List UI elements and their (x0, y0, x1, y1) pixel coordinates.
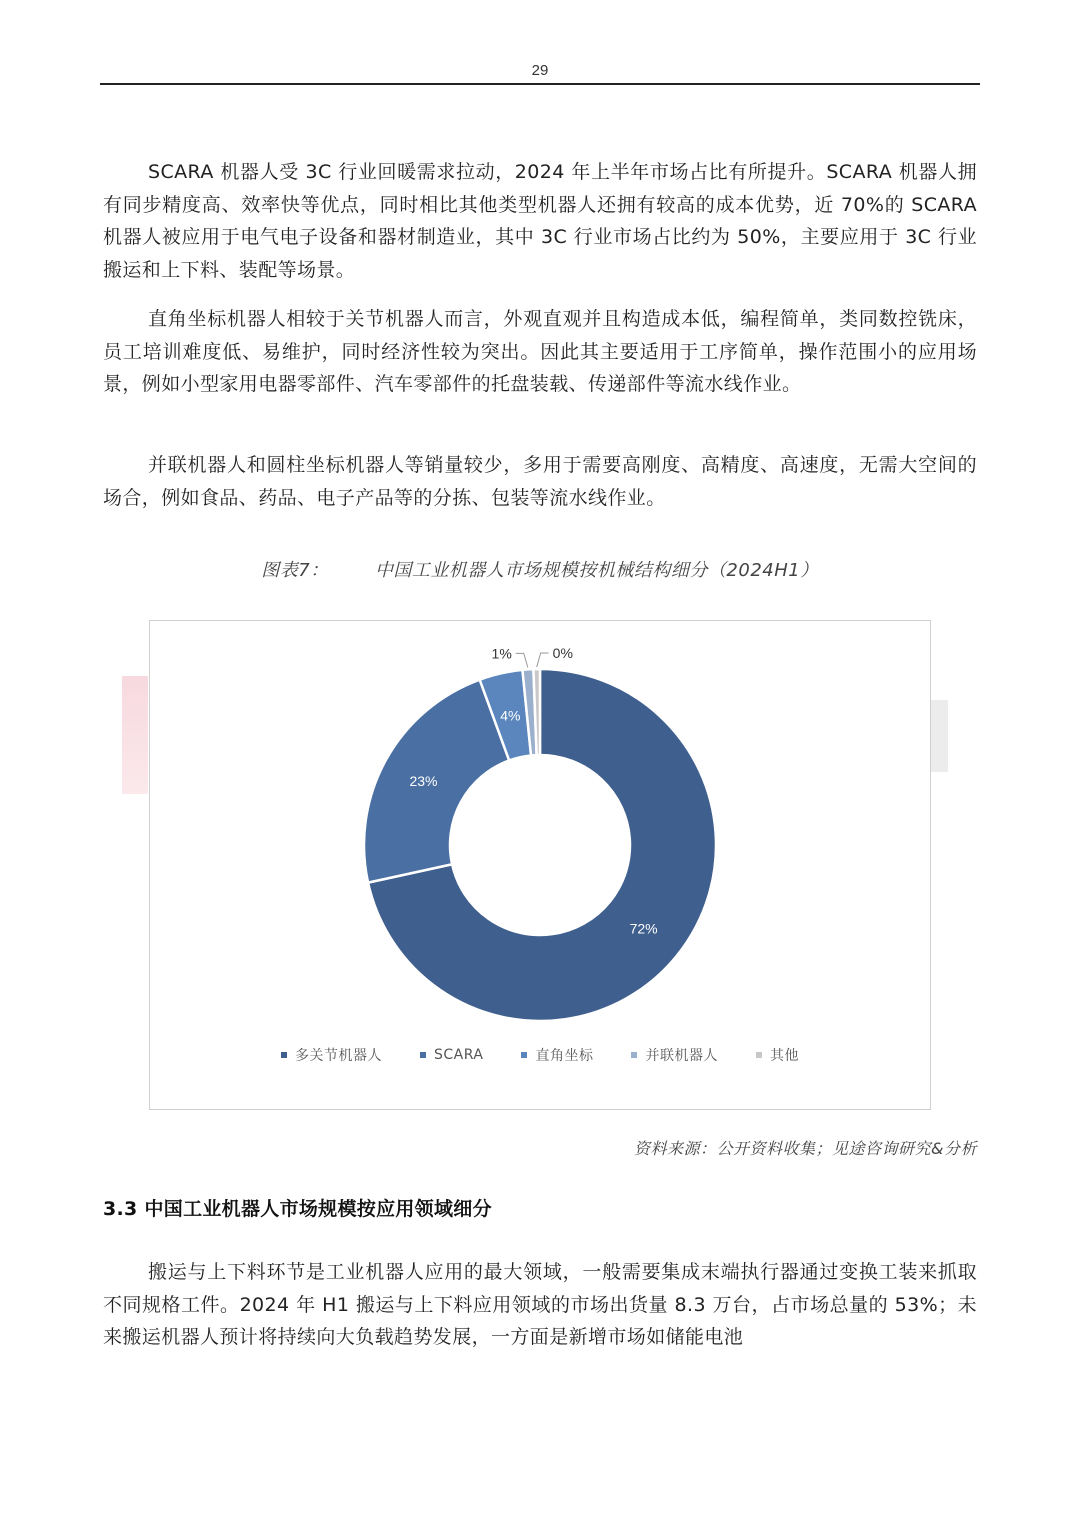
legend-label-2: 直角坐标 (535, 1048, 594, 1064)
donut-chart (150, 621, 930, 1041)
data-label-3: 1% (491, 645, 512, 662)
data-label-2: 4% (500, 707, 521, 724)
legend-label-4: 其他 (769, 1048, 799, 1064)
figure-caption (0, 556, 1080, 582)
legend-item-4 (756, 1045, 799, 1065)
legend-label-0: 多关节机器人 (295, 1048, 382, 1064)
figure-source: 资料来源：公开资料收集；见途咨询研究&分析 (634, 1139, 977, 1158)
paragraph-scara: SCARA 机器人受 3C 行业回暖需求拉动，2024 年上半年市场占比有所提升。SCARA 机器人拥有同步精度高、效率快等优点，同时相比其他类型机器人还拥有较高的成本优势，近 70%的 SCARA 机器人被应用于电气电子设备和器材制造业，其中 3C 行业市场占比约为 50%，主要应用于 3C 行业搬运和上下料、装配等场景。 (103, 161, 977, 281)
data-label-1: 23% (409, 772, 438, 789)
data-label-4: 0% (552, 645, 573, 662)
figure-label: 图表7： (261, 560, 329, 581)
legend-swatch-2 (521, 1052, 527, 1058)
legend-swatch-4 (756, 1052, 762, 1058)
chart-legend (150, 1045, 930, 1065)
paragraph-parallel: 并联机器人和圆柱坐标机器人等销量较少，多用于需要高刚度、高精度、高速度，无需大空间的场合，例如食品、药品、电子产品等的分拣、包装等流水线作业。 (103, 454, 977, 509)
watermark-left (122, 676, 148, 794)
header-rule (100, 83, 980, 85)
watermark-right (930, 700, 948, 772)
legend-item-1 (420, 1045, 483, 1065)
legend-item-2 (521, 1045, 593, 1065)
legend-swatch-3 (631, 1052, 637, 1058)
paragraph-cartesian: 直角坐标机器人相较于关节机器人而言，外观直观并且构造成本低，编程简单，类同数控铣床，员工培训难度低、易维护，同时经济性较为突出。因此其主要适用于工序简单，操作范围小的应用场景，例如小型家用电器零部件、汽车零部件的托盘装载、传递部件等流水线作业。 (103, 308, 977, 395)
paragraph-handling: 搬运与上下料环节是工业机器人应用的最大领域，一般需要集成末端执行器通过变换工装来抓取不同规格工件。2024 年 H1 搬运与上下料应用领域的市场出货量 8.3 万台，占市场总量的 53%；未来搬运机器人预计将持续向大负载趋势发展，一方面是新增市场如储能电池 (103, 1261, 977, 1348)
legend-swatch-0 (281, 1052, 287, 1058)
chart-frame (149, 620, 931, 1110)
section-heading: 3.3 中国工业机器人市场规模按应用领域细分 (103, 1198, 492, 1220)
legend-label-3: 并联机器人 (645, 1048, 718, 1064)
legend-item-0 (281, 1045, 382, 1065)
legend-swatch-1 (420, 1052, 426, 1058)
figure-title: 中国工业机器人市场规模按机械结构细分（2024H1） (374, 560, 819, 581)
page-number: 29 (531, 62, 549, 79)
leader-line-4 (537, 653, 549, 667)
legend-item-3 (631, 1045, 718, 1065)
legend-label-1: SCARA (434, 1047, 484, 1063)
leader-line-3 (516, 653, 528, 667)
data-label-0: 72% (629, 920, 658, 937)
